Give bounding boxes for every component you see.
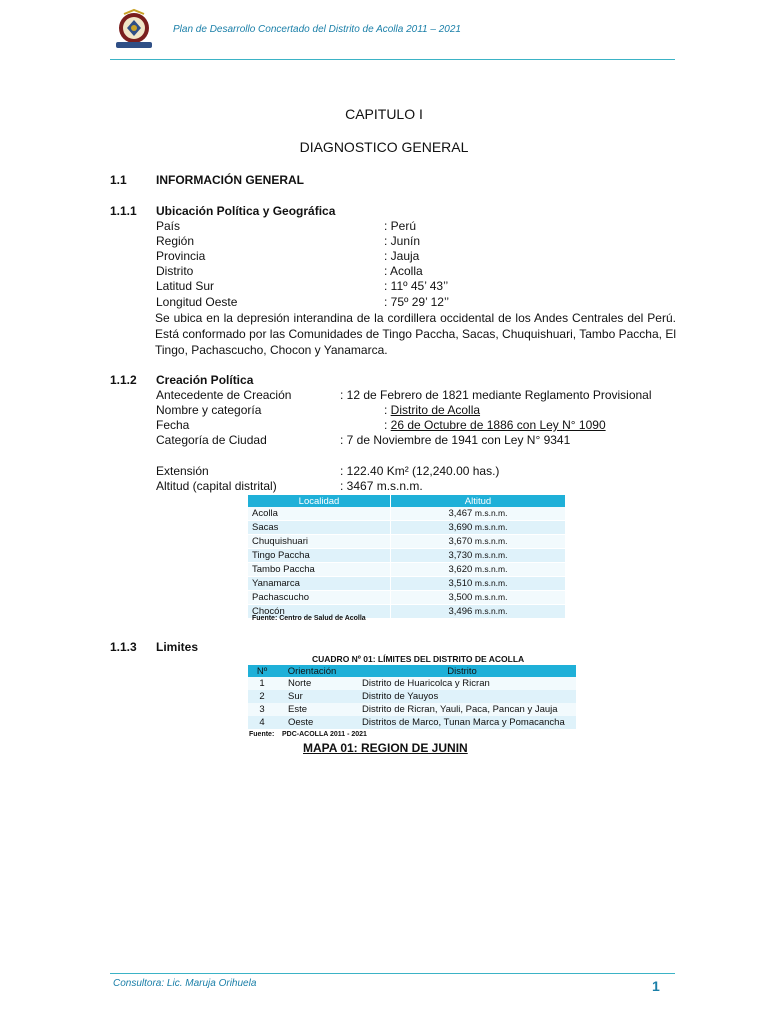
locality-cell: Tambo Paccha xyxy=(248,563,391,577)
table-row xyxy=(248,563,565,577)
info-value: : 75º 29’ 12’’ xyxy=(384,295,450,309)
footer-rule xyxy=(110,973,675,974)
info-value: : Perú xyxy=(384,219,417,233)
table-row xyxy=(248,591,565,605)
table-header: Orientación xyxy=(276,665,348,677)
name-category-label: Nombre y categoría xyxy=(156,403,262,417)
section-1-1-1-number: 1.1.1 xyxy=(110,204,137,218)
altitude-label: Altitud (capital distrital) xyxy=(156,479,277,493)
city-category-value: : 7 de Noviembre de 1941 con Ley N° 9341 xyxy=(340,433,571,447)
limit-number: 3 xyxy=(248,703,276,716)
table-row xyxy=(248,521,565,535)
table-row xyxy=(248,507,565,521)
limit-number: 1 xyxy=(248,677,276,690)
chapter-title: DIAGNOSTICO GENERAL xyxy=(299,139,469,155)
info-label: Longitud Oeste xyxy=(156,295,238,309)
limit-district: Distrito de Ricran, Yauli, Paca, Pancan y Jauja xyxy=(348,703,576,716)
table-header: Nº xyxy=(248,665,276,677)
table-row xyxy=(248,577,565,591)
locality-cell: Pachascucho xyxy=(248,591,391,605)
locality-cell: Sacas xyxy=(248,521,391,535)
creation-value: : 12 de Febrero de 1821 mediante Reglamento Provisional xyxy=(340,388,652,402)
limit-district: Distrito de Yauyos xyxy=(348,690,576,703)
info-value: : Acolla xyxy=(384,264,423,278)
info-label: Región xyxy=(156,234,195,248)
limit-number: 4 xyxy=(248,716,276,729)
limits-table-source-label: Fuente: xyxy=(249,731,275,738)
extension-label: Extensión xyxy=(156,464,209,478)
locality-cell: Acolla xyxy=(248,507,391,521)
limit-district: Distritos de Marco, Tunan Marca y Pomacancha xyxy=(348,716,576,729)
name-category-value: : Distrito de Acolla xyxy=(384,403,481,417)
section-1-1-3-title: Limites xyxy=(156,640,199,654)
extension-value: : 122.40 Km² (12,240.00 has.) xyxy=(340,464,500,478)
date-label: Fecha xyxy=(156,418,190,432)
footer-consultant: Consultora: Lic. Maruja Orihuela xyxy=(113,978,257,989)
limit-number: 2 xyxy=(248,690,276,703)
section-1-1-3-number: 1.1.3 xyxy=(110,640,137,654)
limits-table-caption: CUADRO Nº 01: LÍMITES DEL DISTRITO DE ACOLLA xyxy=(312,654,525,664)
page-number: 1 xyxy=(652,978,660,994)
limits-table xyxy=(248,665,576,729)
info-label: País xyxy=(156,219,181,233)
table-header: Distrito xyxy=(348,665,576,677)
table-row xyxy=(248,677,576,690)
table-header: Localidad xyxy=(248,495,391,507)
altitude-cell: 3,670 m.s.n.m. xyxy=(391,535,566,549)
info-value: : Junín xyxy=(384,234,421,248)
altitude-table xyxy=(248,495,565,619)
limit-orientation: Norte xyxy=(276,677,348,690)
creation-label: Antecedente de Creación xyxy=(156,388,292,402)
header-title: Plan de Desarrollo Concertado del Distrito de Acolla 2011 – 2021 xyxy=(173,24,461,35)
altitude-cell: 3,730 m.s.n.m. xyxy=(391,549,566,563)
locality-cell: Yanamarca xyxy=(248,577,391,591)
altitude-cell: 3,500 m.s.n.m. xyxy=(391,591,566,605)
limit-orientation: Sur xyxy=(276,690,348,703)
chapter-number: CAPITULO I xyxy=(345,106,423,122)
section-1-1-1-title: Ubicación Política y Geográfica xyxy=(156,204,336,218)
limit-district: Distrito de Huaricolca y Ricran xyxy=(348,677,576,690)
altitude-cell: 3,510 m.s.n.m. xyxy=(391,577,566,591)
table-header-row xyxy=(248,495,565,507)
section-1-1-2-title: Creación Política xyxy=(156,373,254,387)
header-rule xyxy=(110,59,675,60)
altitude-cell: 3,620 m.s.n.m. xyxy=(391,563,566,577)
locality-cell: Tingo Paccha xyxy=(248,549,391,563)
altitude-cell: 3,467 m.s.n.m. xyxy=(391,507,566,521)
table-row xyxy=(248,549,565,563)
logo xyxy=(110,8,158,52)
altitude-cell: 3,496 m.s.n.m. xyxy=(391,605,566,619)
date-value: : 26 de Octubre de 1886 con Ley N° 1090 xyxy=(384,418,606,432)
locality-cell: Chocón xyxy=(248,605,391,619)
limits-table-source-value: PDC-ACOLLA 2011 - 2021 xyxy=(282,731,367,738)
table-row xyxy=(248,690,576,703)
table-row xyxy=(248,703,576,716)
info-label: Distrito xyxy=(156,264,194,278)
info-value: : 11º 45’ 43’’ xyxy=(384,279,449,293)
info-label: Provincia xyxy=(156,249,206,263)
table-row xyxy=(248,716,576,729)
limit-orientation: Oeste xyxy=(276,716,348,729)
info-value: : Jauja xyxy=(384,249,420,263)
section-1-1-2-number: 1.1.2 xyxy=(110,373,137,387)
altitude-value: : 3467 m.s.n.m. xyxy=(340,479,423,493)
limit-orientation: Este xyxy=(276,703,348,716)
table-header-row xyxy=(248,665,576,677)
city-category-label: Categoría de Ciudad xyxy=(156,433,267,447)
map-title: MAPA 01: REGION DE JUNIN xyxy=(303,741,468,755)
location-paragraph: Se ubica en la depresión interandina de la cordillera occidental de los Andes Centrales del Perú. Está conformado por las Comunidades de Tingo Paccha, Sacas, Chuquishuari, Tambo Paccha, El Tingo, Pachascucho, Chocon y Yanamarca. xyxy=(155,311,676,357)
section-1-1-title: INFORMACIÓN GENERAL xyxy=(156,173,304,187)
table-header: Altitud xyxy=(391,495,566,507)
section-1-1-number: 1.1 xyxy=(110,173,127,187)
altitude-cell: 3,690 m.s.n.m. xyxy=(391,521,566,535)
table-row xyxy=(248,535,565,549)
info-label: Latitud Sur xyxy=(156,279,215,293)
locality-cell: Chuquishuari xyxy=(248,535,391,549)
altitude-table-source: Fuente: Centro de Salud de Acolla xyxy=(252,615,366,622)
